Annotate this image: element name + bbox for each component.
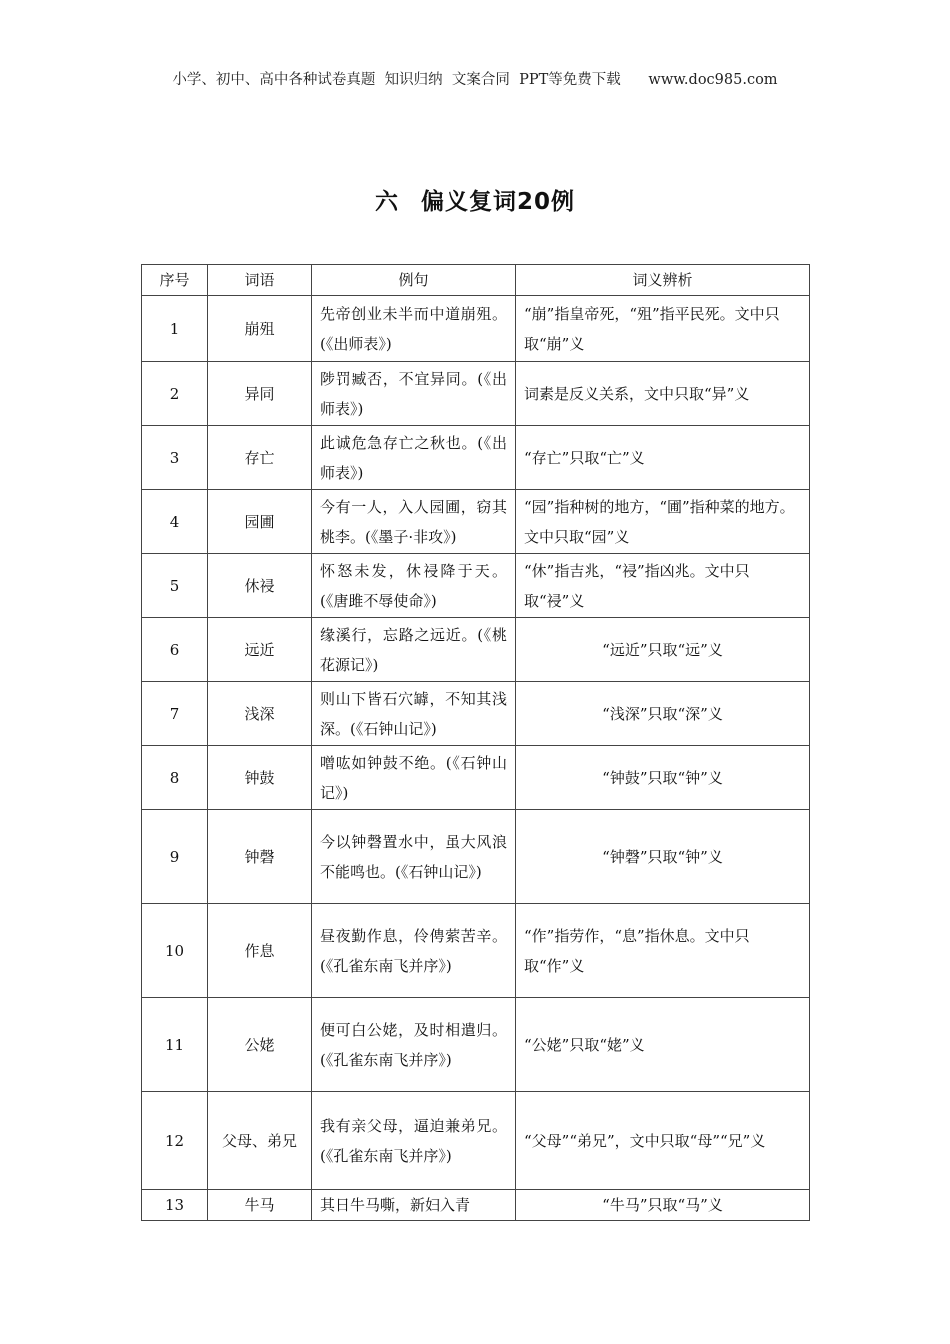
row-example: 其日牛马嘶，新妇入青 (312, 1190, 516, 1221)
table-row (142, 998, 810, 1092)
header-example: 例句 (312, 265, 516, 296)
row-word: 父母、弟兄 (208, 1092, 312, 1190)
row-analysis: “作”指劳作，“息”指休息。文中只取“作”义 (516, 904, 810, 998)
row-example: 便可白公姥，及时相遣归。(《孔雀东南飞并序》) (312, 998, 516, 1092)
row-example: 则山下皆石穴罅，不知其浅深。(《石钟山记》) (312, 682, 516, 746)
row-analysis: 词素是反义关系，文中只取“异”义 (516, 362, 810, 426)
table-row (142, 296, 810, 362)
table-row (142, 362, 810, 426)
row-index: 11 (142, 998, 208, 1092)
row-example: 陟罚臧否，不宜异同。(《出师表》) (312, 362, 516, 426)
table-row (142, 682, 810, 746)
row-word: 园圃 (208, 490, 312, 554)
row-analysis: “公姥”只取“姥”义 (516, 998, 810, 1092)
table-row (142, 426, 810, 490)
row-index: 5 (142, 554, 208, 618)
row-index: 2 (142, 362, 208, 426)
row-word: 存亡 (208, 426, 312, 490)
row-word: 浅深 (208, 682, 312, 746)
row-index: 4 (142, 490, 208, 554)
page-title (0, 183, 950, 216)
row-analysis: “父母”“弟兄”，文中只取“母”“兄”义 (516, 1092, 810, 1190)
table-row (142, 1190, 810, 1221)
row-index: 7 (142, 682, 208, 746)
page-header: 小学、初中、高中各种试卷真题 知识归纳 文案合同 PPT等免费下载 www.doc985.com (172, 72, 778, 88)
table-row (142, 618, 810, 682)
row-index: 1 (142, 296, 208, 362)
header-word: 词语 (208, 265, 312, 296)
row-example: 昼夜勤作息，伶俜萦苦辛。(《孔雀东南飞并序》) (312, 904, 516, 998)
row-index: 6 (142, 618, 208, 682)
title-number: 六 (374, 189, 399, 215)
row-index: 9 (142, 810, 208, 904)
row-index: 8 (142, 746, 208, 810)
table-row (142, 1092, 810, 1190)
row-example: 缘溪行，忘路之远近。(《桃花源记》) (312, 618, 516, 682)
row-example: 噌吰如钟鼓不绝。(《石钟山记》) (312, 746, 516, 810)
header-index: 序号 (142, 265, 208, 296)
row-analysis: “牛马”只取“马”义 (516, 1190, 810, 1221)
row-example: 今以钟磬置水中，虽大风浪不能鸣也。(《石钟山记》) (312, 810, 516, 904)
row-index: 10 (142, 904, 208, 998)
row-word: 作息 (208, 904, 312, 998)
title-text: 偏义复词20例 (420, 189, 575, 215)
header-analysis: 词义辨析 (516, 265, 810, 296)
row-analysis: “浅深”只取“深”义 (516, 682, 810, 746)
table-row (142, 554, 810, 618)
row-analysis: “园”指种树的地方，“圃”指种菜的地方。文中只取“园”义 (516, 490, 810, 554)
row-index: 3 (142, 426, 208, 490)
row-analysis: “崩”指皇帝死，“殂”指平民死。文中只取“崩”义 (516, 296, 810, 362)
row-word: 钟鼓 (208, 746, 312, 810)
row-word: 钟磬 (208, 810, 312, 904)
table-row (142, 746, 810, 810)
row-word: 牛马 (208, 1190, 312, 1221)
row-word: 异同 (208, 362, 312, 426)
row-analysis: “钟鼓”只取“钟”义 (516, 746, 810, 810)
row-index: 13 (142, 1190, 208, 1221)
table-row (142, 490, 810, 554)
row-example: 怀怒未发，休祲降于天。(《唐雎不辱使命》) (312, 554, 516, 618)
row-word: 公姥 (208, 998, 312, 1092)
row-analysis: “休”指吉兆，“祲”指凶兆。文中只取“祲”义 (516, 554, 810, 618)
row-word: 休祲 (208, 554, 312, 618)
table-row (142, 810, 810, 904)
row-example: 先帝创业未半而中道崩殂。(《出师表》) (312, 296, 516, 362)
row-analysis: “存亡”只取“亡”义 (516, 426, 810, 490)
row-index: 12 (142, 1092, 208, 1190)
table-row (142, 904, 810, 998)
row-example: 此诚危急存亡之秋也。(《出师表》) (312, 426, 516, 490)
row-example: 今有一人，入人园圃，窃其桃李。(《墨子·非攻》) (312, 490, 516, 554)
row-word: 崩殂 (208, 296, 312, 362)
word-table (141, 264, 810, 1221)
row-analysis: “钟磬”只取“钟”义 (516, 810, 810, 904)
row-analysis: “远近”只取“远”义 (516, 618, 810, 682)
row-example: 我有亲父母，逼迫兼弟兄。(《孔雀东南飞并序》) (312, 1092, 516, 1190)
table-header-row (142, 265, 810, 296)
row-word: 远近 (208, 618, 312, 682)
